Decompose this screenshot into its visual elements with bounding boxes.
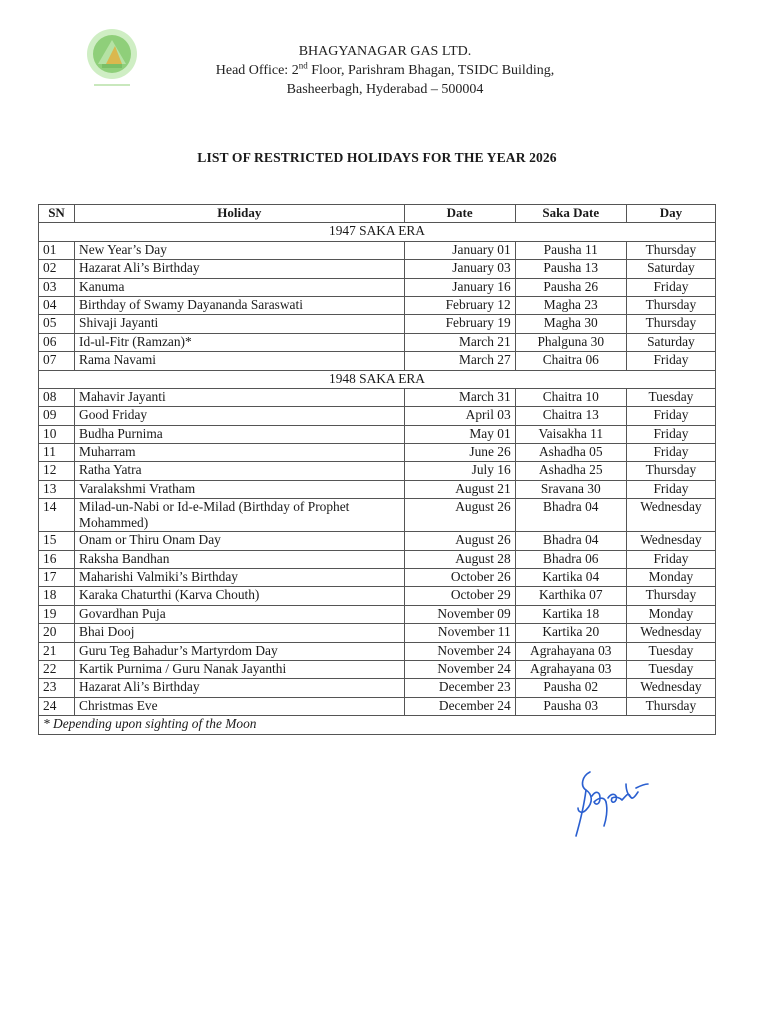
cell-day: Friday — [626, 407, 715, 425]
header-day: Day — [626, 205, 715, 223]
cell-date: August 26 — [404, 499, 515, 532]
cell-saka-date: Sravana 30 — [515, 480, 626, 498]
cell-saka-date: Ashadha 05 — [515, 444, 626, 462]
cell-saka-date: Pausha 13 — [515, 260, 626, 278]
cell-sn: 17 — [39, 569, 75, 587]
cell-saka-date: Magha 23 — [515, 296, 626, 314]
cell-saka-date: Bhadra 06 — [515, 550, 626, 568]
cell-day: Wednesday — [626, 679, 715, 697]
table-row — [39, 587, 716, 605]
table-row — [39, 550, 716, 568]
cell-date: December 23 — [404, 679, 515, 697]
table-body — [39, 223, 716, 716]
cell-holiday: Good Friday — [75, 407, 404, 425]
cell-saka-date: Ashadha 25 — [515, 462, 626, 480]
cell-date: October 29 — [404, 587, 515, 605]
table-row — [39, 624, 716, 642]
signature-icon — [570, 762, 660, 842]
cell-date: August 28 — [404, 550, 515, 568]
cell-holiday: Shivaji Jayanti — [75, 315, 404, 333]
cell-day: Friday — [626, 352, 715, 370]
cell-day: Thursday — [626, 697, 715, 715]
footnote-row — [39, 716, 716, 734]
cell-day: Friday — [626, 550, 715, 568]
cell-sn: 12 — [39, 462, 75, 480]
cell-sn: 22 — [39, 660, 75, 678]
cell-sn: 15 — [39, 532, 75, 550]
cell-holiday: New Year’s Day — [75, 241, 404, 259]
cell-date: May 01 — [404, 425, 515, 443]
cell-holiday: Id-ul-Fitr (Ramzan)* — [75, 333, 404, 351]
cell-sn: 07 — [39, 352, 75, 370]
cell-sn: 18 — [39, 587, 75, 605]
cell-saka-date: Pausha 26 — [515, 278, 626, 296]
cell-saka-date: Pausha 11 — [515, 241, 626, 259]
cell-holiday: Maharishi Valmiki’s Birthday — [75, 569, 404, 587]
header-date: Date — [404, 205, 515, 223]
cell-date: August 26 — [404, 532, 515, 550]
cell-sn: 05 — [39, 315, 75, 333]
cell-saka-date: Kartika 20 — [515, 624, 626, 642]
cell-date: June 26 — [404, 444, 515, 462]
cell-day: Thursday — [626, 241, 715, 259]
table-row — [39, 425, 716, 443]
cell-date: April 03 — [404, 407, 515, 425]
cell-sn: 11 — [39, 444, 75, 462]
cell-holiday: Karaka Chaturthi (Karva Chouth) — [75, 587, 404, 605]
cell-holiday: Ratha Yatra — [75, 462, 404, 480]
header-holiday: Holiday — [75, 205, 404, 223]
cell-saka-date: Chaitra 06 — [515, 352, 626, 370]
cell-date: February 12 — [404, 296, 515, 314]
cell-day: Thursday — [626, 315, 715, 333]
cell-day: Friday — [626, 278, 715, 296]
cell-sn: 01 — [39, 241, 75, 259]
table-row — [39, 532, 716, 550]
cell-holiday: Raksha Bandhan — [75, 550, 404, 568]
cell-sn: 16 — [39, 550, 75, 568]
cell-saka-date: Magha 30 — [515, 315, 626, 333]
cell-day: Friday — [626, 480, 715, 498]
cell-day: Thursday — [626, 587, 715, 605]
table-row — [39, 278, 716, 296]
cell-sn: 10 — [39, 425, 75, 443]
cell-date: November 24 — [404, 642, 515, 660]
footnote: * Depending upon sighting of the Moon — [39, 716, 716, 734]
table-row — [39, 241, 716, 259]
cell-holiday: Govardhan Puja — [75, 605, 404, 623]
table-row — [39, 388, 716, 406]
era-row — [39, 370, 716, 388]
table-row — [39, 642, 716, 660]
table-row — [39, 569, 716, 587]
cell-saka-date: Agrahayana 03 — [515, 642, 626, 660]
cell-holiday: Christmas Eve — [75, 697, 404, 715]
cell-saka-date: Bhadra 04 — [515, 499, 626, 532]
cell-date: December 24 — [404, 697, 515, 715]
cell-day: Tuesday — [626, 660, 715, 678]
address-line-2: Basheerbagh, Hyderabad – 500004 — [286, 82, 484, 97]
cell-holiday: Kartik Purnima / Guru Nanak Jayanthi — [75, 660, 404, 678]
document-title: LIST OF RESTRICTED HOLIDAYS FOR THE YEAR 2026 — [197, 150, 557, 165]
company-name: BHAGYANAGAR GAS LTD. — [298, 44, 472, 59]
table-row — [39, 352, 716, 370]
cell-date: February 19 — [404, 315, 515, 333]
cell-holiday: Guru Teg Bahadur’s Martyrdom Day — [75, 642, 404, 660]
table-row — [39, 333, 716, 351]
cell-sn: 21 — [39, 642, 75, 660]
cell-saka-date: Kartika 04 — [515, 569, 626, 587]
cell-sn: 03 — [39, 278, 75, 296]
table-row — [39, 679, 716, 697]
holiday-table — [38, 204, 716, 735]
cell-saka-date: Phalguna 30 — [515, 333, 626, 351]
cell-saka-date: Vaisakha 11 — [515, 425, 626, 443]
cell-day: Tuesday — [626, 388, 715, 406]
cell-sn: 20 — [39, 624, 75, 642]
cell-holiday: Hazarat Ali’s Birthday — [75, 260, 404, 278]
table-row — [39, 660, 716, 678]
cell-holiday: Budha Purnima — [75, 425, 404, 443]
cell-date: March 21 — [404, 333, 515, 351]
cell-holiday: Birthday of Swamy Dayananda Saraswati — [75, 296, 404, 314]
cell-day: Wednesday — [626, 532, 715, 550]
table-row — [39, 407, 716, 425]
cell-holiday: Hazarat Ali’s Birthday — [75, 679, 404, 697]
cell-sn: 23 — [39, 679, 75, 697]
cell-day: Friday — [626, 444, 715, 462]
cell-date: January 16 — [404, 278, 515, 296]
table-row — [39, 480, 716, 498]
cell-sn: 09 — [39, 407, 75, 425]
cell-holiday: Kanuma — [75, 278, 404, 296]
cell-holiday: Bhai Dooj — [75, 624, 404, 642]
cell-holiday: Milad-un-Nabi or Id-e-Milad (Birthday of Prophet Mohammed) — [75, 499, 404, 532]
cell-day: Wednesday — [626, 499, 715, 532]
cell-saka-date: Chaitra 10 — [515, 388, 626, 406]
cell-sn: 19 — [39, 605, 75, 623]
cell-day: Wednesday — [626, 624, 715, 642]
table-row — [39, 605, 716, 623]
cell-day: Saturday — [626, 260, 715, 278]
cell-day: Thursday — [626, 296, 715, 314]
cell-holiday: Mahavir Jayanti — [75, 388, 404, 406]
cell-holiday: Rama Navami — [75, 352, 404, 370]
cell-date: January 03 — [404, 260, 515, 278]
table-row — [39, 296, 716, 314]
cell-date: August 21 — [404, 480, 515, 498]
header-saka-date: Saka Date — [515, 205, 626, 223]
table-row — [39, 260, 716, 278]
cell-sn: 24 — [39, 697, 75, 715]
cell-sn: 08 — [39, 388, 75, 406]
cell-date: October 26 — [404, 569, 515, 587]
cell-saka-date: Pausha 03 — [515, 697, 626, 715]
header-sn: SN — [39, 205, 75, 223]
cell-date: March 27 — [404, 352, 515, 370]
cell-saka-date: Pausha 02 — [515, 679, 626, 697]
cell-saka-date: Kartika 18 — [515, 605, 626, 623]
cell-date: July 16 — [404, 462, 515, 480]
cell-date: November 09 — [404, 605, 515, 623]
cell-date: November 24 — [404, 660, 515, 678]
cell-sn: 13 — [39, 480, 75, 498]
cell-sn: 04 — [39, 296, 75, 314]
cell-date: March 31 — [404, 388, 515, 406]
table-row — [39, 462, 716, 480]
table-row — [39, 315, 716, 333]
cell-holiday: Varalakshmi Vratham — [75, 480, 404, 498]
cell-sn: 06 — [39, 333, 75, 351]
cell-saka-date: Karthika 07 — [515, 587, 626, 605]
era-label: 1948 SAKA ERA — [39, 370, 716, 388]
era-row — [39, 223, 716, 241]
table-header-row — [39, 205, 716, 223]
cell-day: Thursday — [626, 462, 715, 480]
address-line-1: Head Office: 2nd Floor, Parishram Bhagan, TSIDC Building, — [215, 60, 555, 78]
cell-saka-date: Agrahayana 03 — [515, 660, 626, 678]
cell-sn: 14 — [39, 499, 75, 532]
cell-day: Monday — [626, 569, 715, 587]
table-row — [39, 499, 716, 532]
cell-day: Saturday — [626, 333, 715, 351]
cell-day: Friday — [626, 425, 715, 443]
era-label: 1947 SAKA ERA — [39, 223, 716, 241]
cell-date: January 01 — [404, 241, 515, 259]
cell-sn: 02 — [39, 260, 75, 278]
table-row — [39, 444, 716, 462]
cell-saka-date: Chaitra 13 — [515, 407, 626, 425]
cell-day: Monday — [626, 605, 715, 623]
cell-date: November 11 — [404, 624, 515, 642]
cell-holiday: Onam or Thiru Onam Day — [75, 532, 404, 550]
letterhead — [150, 42, 620, 99]
company-logo-icon — [84, 26, 140, 92]
cell-day: Tuesday — [626, 642, 715, 660]
cell-saka-date: Bhadra 04 — [515, 532, 626, 550]
table-row — [39, 697, 716, 715]
cell-holiday: Muharram — [75, 444, 404, 462]
